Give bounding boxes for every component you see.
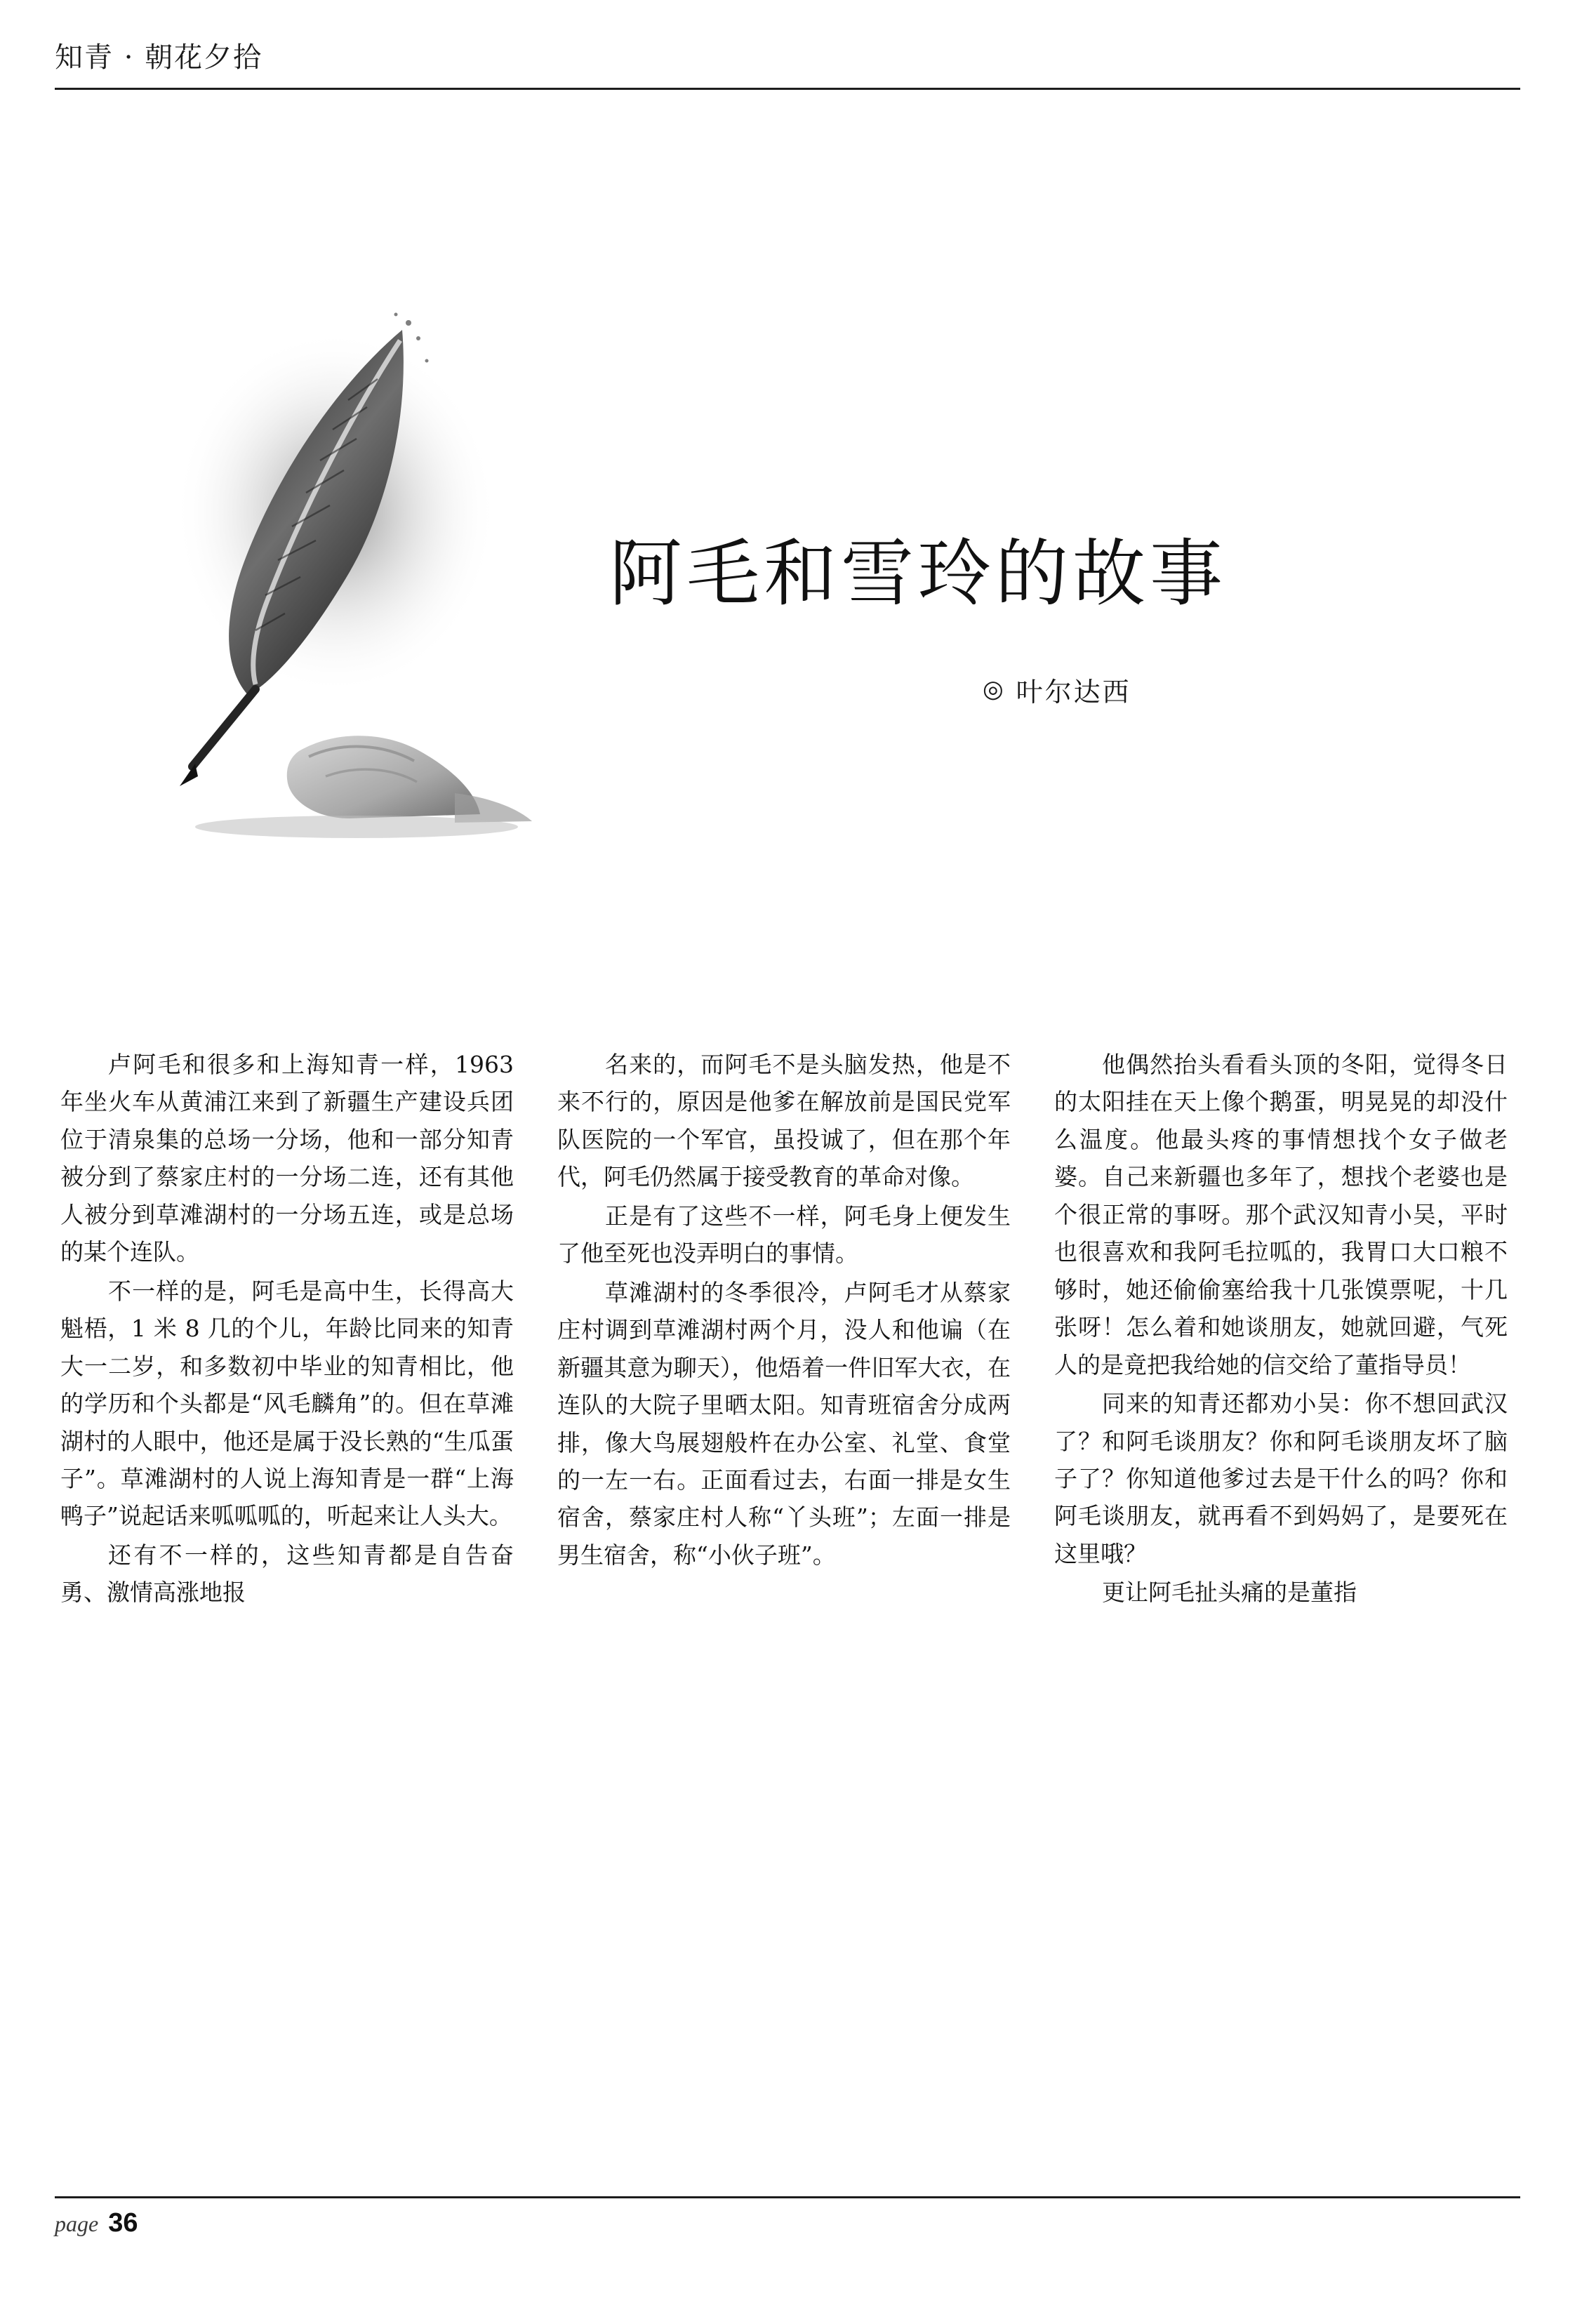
byline-mark-icon: ◎ (983, 676, 1004, 703)
article-body (60, 1046, 1515, 2141)
paragraph: 正是有了这些不一样，阿毛身上便发生了他至死也没弄明白的事情。 (557, 1202, 1011, 1268)
paragraph: 卢阿毛和很多和上海知青一样，1963 年坐火车从黄浦江来到了新疆生产建设兵团位于清泉集的总场一分场，他和一部分知青被分到了蔡家庄村的一分场二连，还有其他人被分到草滩湖村的一分场五连，或是总场的某个连队。 (60, 1051, 514, 1266)
paragraph: 更让阿毛扯头痛的是董指 (1102, 1579, 1357, 1607)
header-divider (55, 88, 1520, 90)
paragraph: 还有不一样的，这些知青都是自告奋勇、激情高涨地报 (60, 1541, 514, 1607)
page-footer (55, 2196, 1520, 2238)
byline-author: 叶尔达西 (1016, 677, 1131, 708)
section-title: 知青 · 朝花夕拾 (55, 41, 263, 74)
quill-pen-illustration (125, 302, 602, 842)
byline (983, 670, 1131, 709)
paragraph: 草滩湖村的冬季很冷，卢阿毛才从蔡家庄村调到草滩湖村两个月，没人和他谝（在新疆其意为聊天），他焐着一件旧军大衣，在连队的大院子里晒太阳。知青班宿舍分成两排，像大鸟展翅般杵在办公室、礼堂、食堂的一左一右。正面看过去，右面一排是女生宿舍，蔡家庄村人称“丫头班”；左面一排是男生宿舍，称“小伙子班”。 (557, 1278, 1011, 1569)
body-column-3 (1054, 1046, 1508, 2141)
page-number-group (55, 2208, 1520, 2238)
article-title: 阿毛和雪玲的故事 (609, 531, 1228, 616)
paragraph: 他偶然抬头看看头顶的冬阳，觉得冬日的太阳挂在天上像个鹅蛋，明晃晃的却没什么温度。他最头疼的事情想找个女子做老婆。自己来新疆也多年了，想找个老婆也是个很正常的事呀。那个武汉知青小吴，平时也很喜欢和我阿毛拉呱的，我胃口大口粮不够时，她还偷偷塞给我十几张馍票呢，十几张呀！怎么着和她谈朋友，她就回避，气死人的是竟把我给她的信交给了董指导员！ (1054, 1051, 1508, 1379)
body-column-1 (60, 1046, 514, 2141)
page-header (55, 41, 1520, 90)
body-column-2 (557, 1046, 1011, 2141)
paragraph: 同来的知青还都劝小吴：你不想回武汉了？和阿毛谈朋友？你和阿毛谈朋友坏了脑子了？你知道他爹过去是干什么的吗？你和阿毛谈朋友，就再看不到妈妈了，是要死在这里哦？ (1054, 1390, 1508, 1567)
article-masthead (55, 232, 1520, 898)
paragraph: 名来的，而阿毛不是头脑发热，他是不来不行的，原因是他爹在解放前是国民党军队医院的一个军官，虽投诚了，但在那个年代，阿毛仍然属于接受教育的革命对像。 (557, 1051, 1011, 1191)
paragraph: 不一样的是，阿毛是高中生，长得高大魁梧，1 米 8 几的个儿，年龄比同来的知青大一二岁，和多数初中毕业的知青相比，他的学历和个头都是“风毛麟角”的。但在草滩湖村的人眼中，他还是属于没长熟的“生瓜蛋子”。草滩湖村的人说上海知青是一群“上海鸭子”说起话来呱呱呱的，听起来让人头大。 (60, 1277, 514, 1530)
footer-divider (55, 2196, 1520, 2198)
page-label: page (55, 2211, 99, 2236)
page-number: 36 (108, 2208, 138, 2238)
